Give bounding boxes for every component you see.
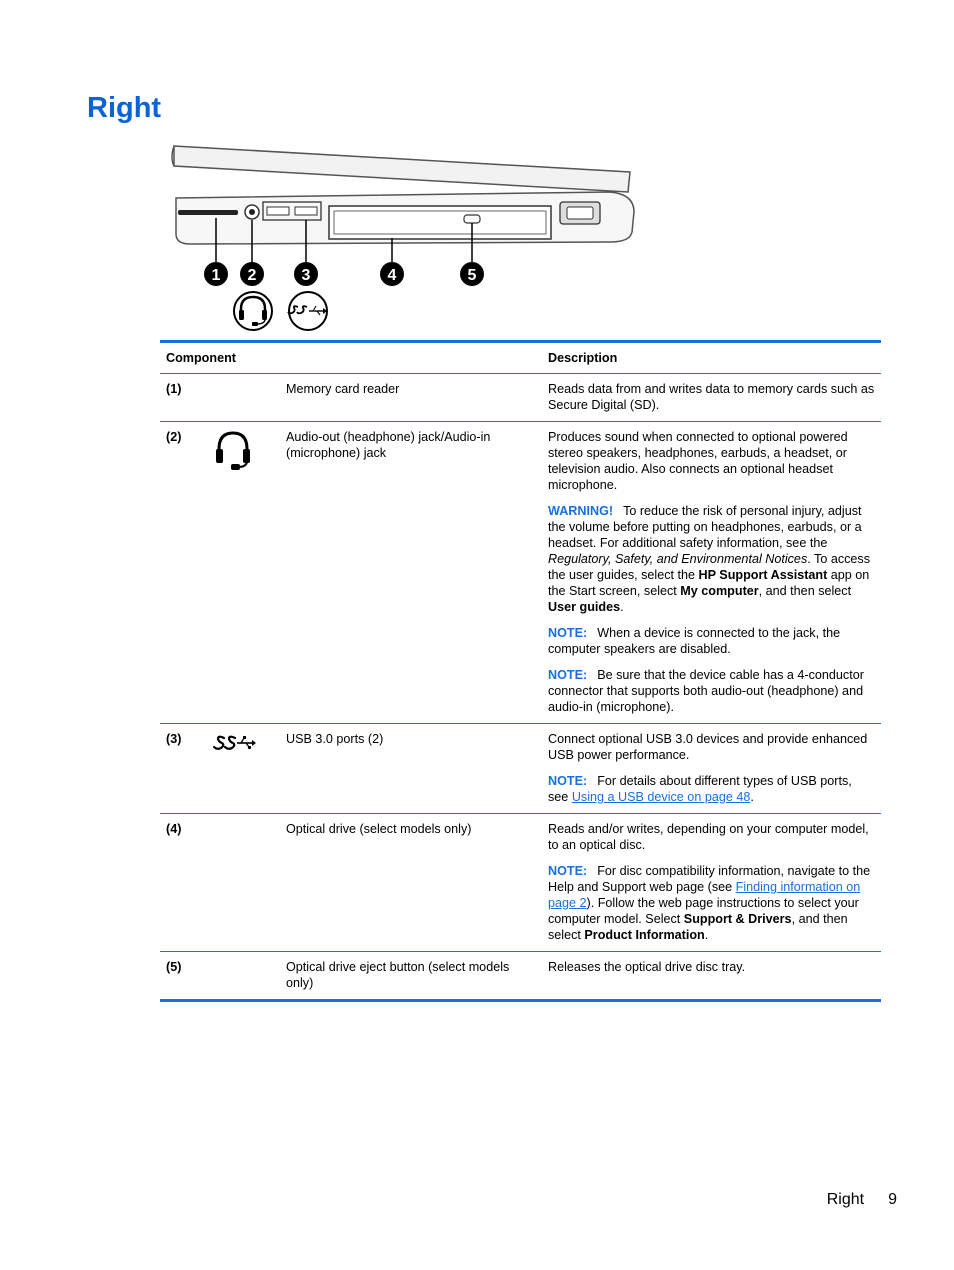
warning-text: app on the Start screen, select (548, 568, 870, 598)
svg-text:4: 4 (387, 267, 397, 284)
table-row (160, 422, 881, 724)
component-description (542, 952, 881, 1001)
svg-text:5: 5 (467, 267, 477, 284)
row-number: (1) (160, 374, 205, 422)
headphone-icon (234, 292, 272, 330)
row-icon-cell (205, 814, 280, 952)
note-text: For disc compatibility information, navigate to the Help and Support web page (see (548, 864, 871, 894)
warning-label: WARNING! (548, 504, 614, 518)
note-block (548, 625, 875, 657)
footer-section-title: Right (826, 1191, 865, 1208)
component-description (542, 374, 881, 422)
row-number: (4) (160, 814, 205, 952)
row-number: (3) (160, 724, 205, 814)
warning-doc-title: Regulatory, Safety, and Environmental Notices (548, 552, 808, 566)
warning-text: To reduce the risk of personal injury, adjust the volume before putting on headphones, earbuds, or a headset. For additional safety information, see the (548, 504, 862, 550)
page-footer (827, 1191, 897, 1209)
warning-text: . (620, 600, 624, 614)
page-title: Right (87, 92, 162, 124)
row-icon-cell (205, 952, 280, 1001)
note-label: NOTE: (548, 626, 588, 640)
laptop-right-side-figure (160, 140, 650, 335)
table-row (160, 374, 881, 422)
header-description: Description (542, 342, 881, 374)
row-number: (5) (166, 960, 182, 974)
note-label: NOTE: (548, 668, 588, 682)
description-text: Reads data from and writes data to memory cards such as Secure Digital (SD). (548, 382, 875, 412)
component-description (542, 724, 881, 814)
note-bold: Support & Drivers (683, 912, 792, 926)
note-label: NOTE: (548, 864, 588, 878)
warning-text: , and then select (758, 584, 852, 598)
laptop-illustration (160, 140, 650, 335)
note-block (548, 667, 875, 715)
callout-4 (380, 262, 404, 286)
note-block (548, 773, 875, 805)
table-row (160, 814, 881, 952)
finding-information-link[interactable]: Finding information on page 2 (548, 880, 861, 910)
footer-page-number: 9 (888, 1191, 897, 1208)
note-text: . (704, 928, 709, 942)
component-name: Optical drive eject button (select models only) (286, 960, 510, 990)
component-description (542, 422, 881, 724)
note-block (548, 863, 875, 943)
note-text: ). Follow the web page instructions to select your computer model. Select (548, 896, 859, 926)
row-icon-cell (205, 374, 280, 422)
component-name: Audio-out (headphone) jack/Audio-in (microphone) jack (280, 422, 542, 724)
description-text: Releases the optical drive disc tray. (548, 960, 746, 974)
note-label: NOTE: (548, 774, 588, 788)
description-text: Reads and/or writes, depending on your computer model, to an optical disc. (548, 822, 869, 852)
note-text: . (750, 790, 754, 804)
headphone-icon (211, 429, 255, 473)
components-table (160, 340, 881, 1002)
svg-text:2: 2 (247, 267, 257, 284)
callout-5 (460, 262, 484, 286)
usb-superspeed-icon (211, 731, 257, 755)
component-name: Memory card reader (280, 374, 542, 422)
description-text: Produces sound when connected to optional powered stereo speakers, headphones, earbuds, a headset, or television audio. Also connects an optional headset microphone. (548, 430, 848, 492)
usb-superspeed-icon (288, 292, 327, 330)
note-text: For details about different types of USB ports, see (548, 774, 852, 804)
callout-3 (294, 262, 318, 286)
note-text: , and then select (548, 912, 848, 942)
table-header-row (160, 342, 881, 374)
callout-1 (204, 262, 228, 286)
component-description (542, 814, 881, 952)
row-number: (2) (160, 422, 205, 724)
table-row (160, 724, 881, 814)
description-text: Connect optional USB 3.0 devices and provide enhanced USB power performance. (548, 732, 868, 762)
note-bold: Product Information (584, 928, 705, 942)
svg-text:3: 3 (301, 267, 311, 284)
component-name: USB 3.0 ports (2) (280, 724, 542, 814)
component-name: Optical drive (select models only) (280, 814, 542, 952)
warning-text: . To access the user guides, select the (548, 552, 871, 582)
svg-text:1: 1 (211, 267, 221, 284)
callout-2 (240, 262, 264, 286)
usb-device-link[interactable]: Using a USB device on page 48 (571, 790, 751, 804)
table-row (160, 952, 881, 1001)
warning-app-name: HP Support Assistant (698, 568, 828, 582)
warning-block (548, 503, 875, 615)
note-text: Be sure that the device cable has a 4-conductor connector that supports both audio-out (headphone) and audio-in (microphone). (548, 668, 864, 714)
warning-item-name: User guides (548, 600, 621, 614)
note-text: When a device is connected to the jack, the computer speakers are disabled. (548, 626, 841, 656)
warning-menu-name: My computer (680, 584, 759, 598)
row-icon-cell (205, 724, 280, 814)
header-component: Component (160, 342, 542, 374)
row-icon-cell (205, 422, 280, 724)
